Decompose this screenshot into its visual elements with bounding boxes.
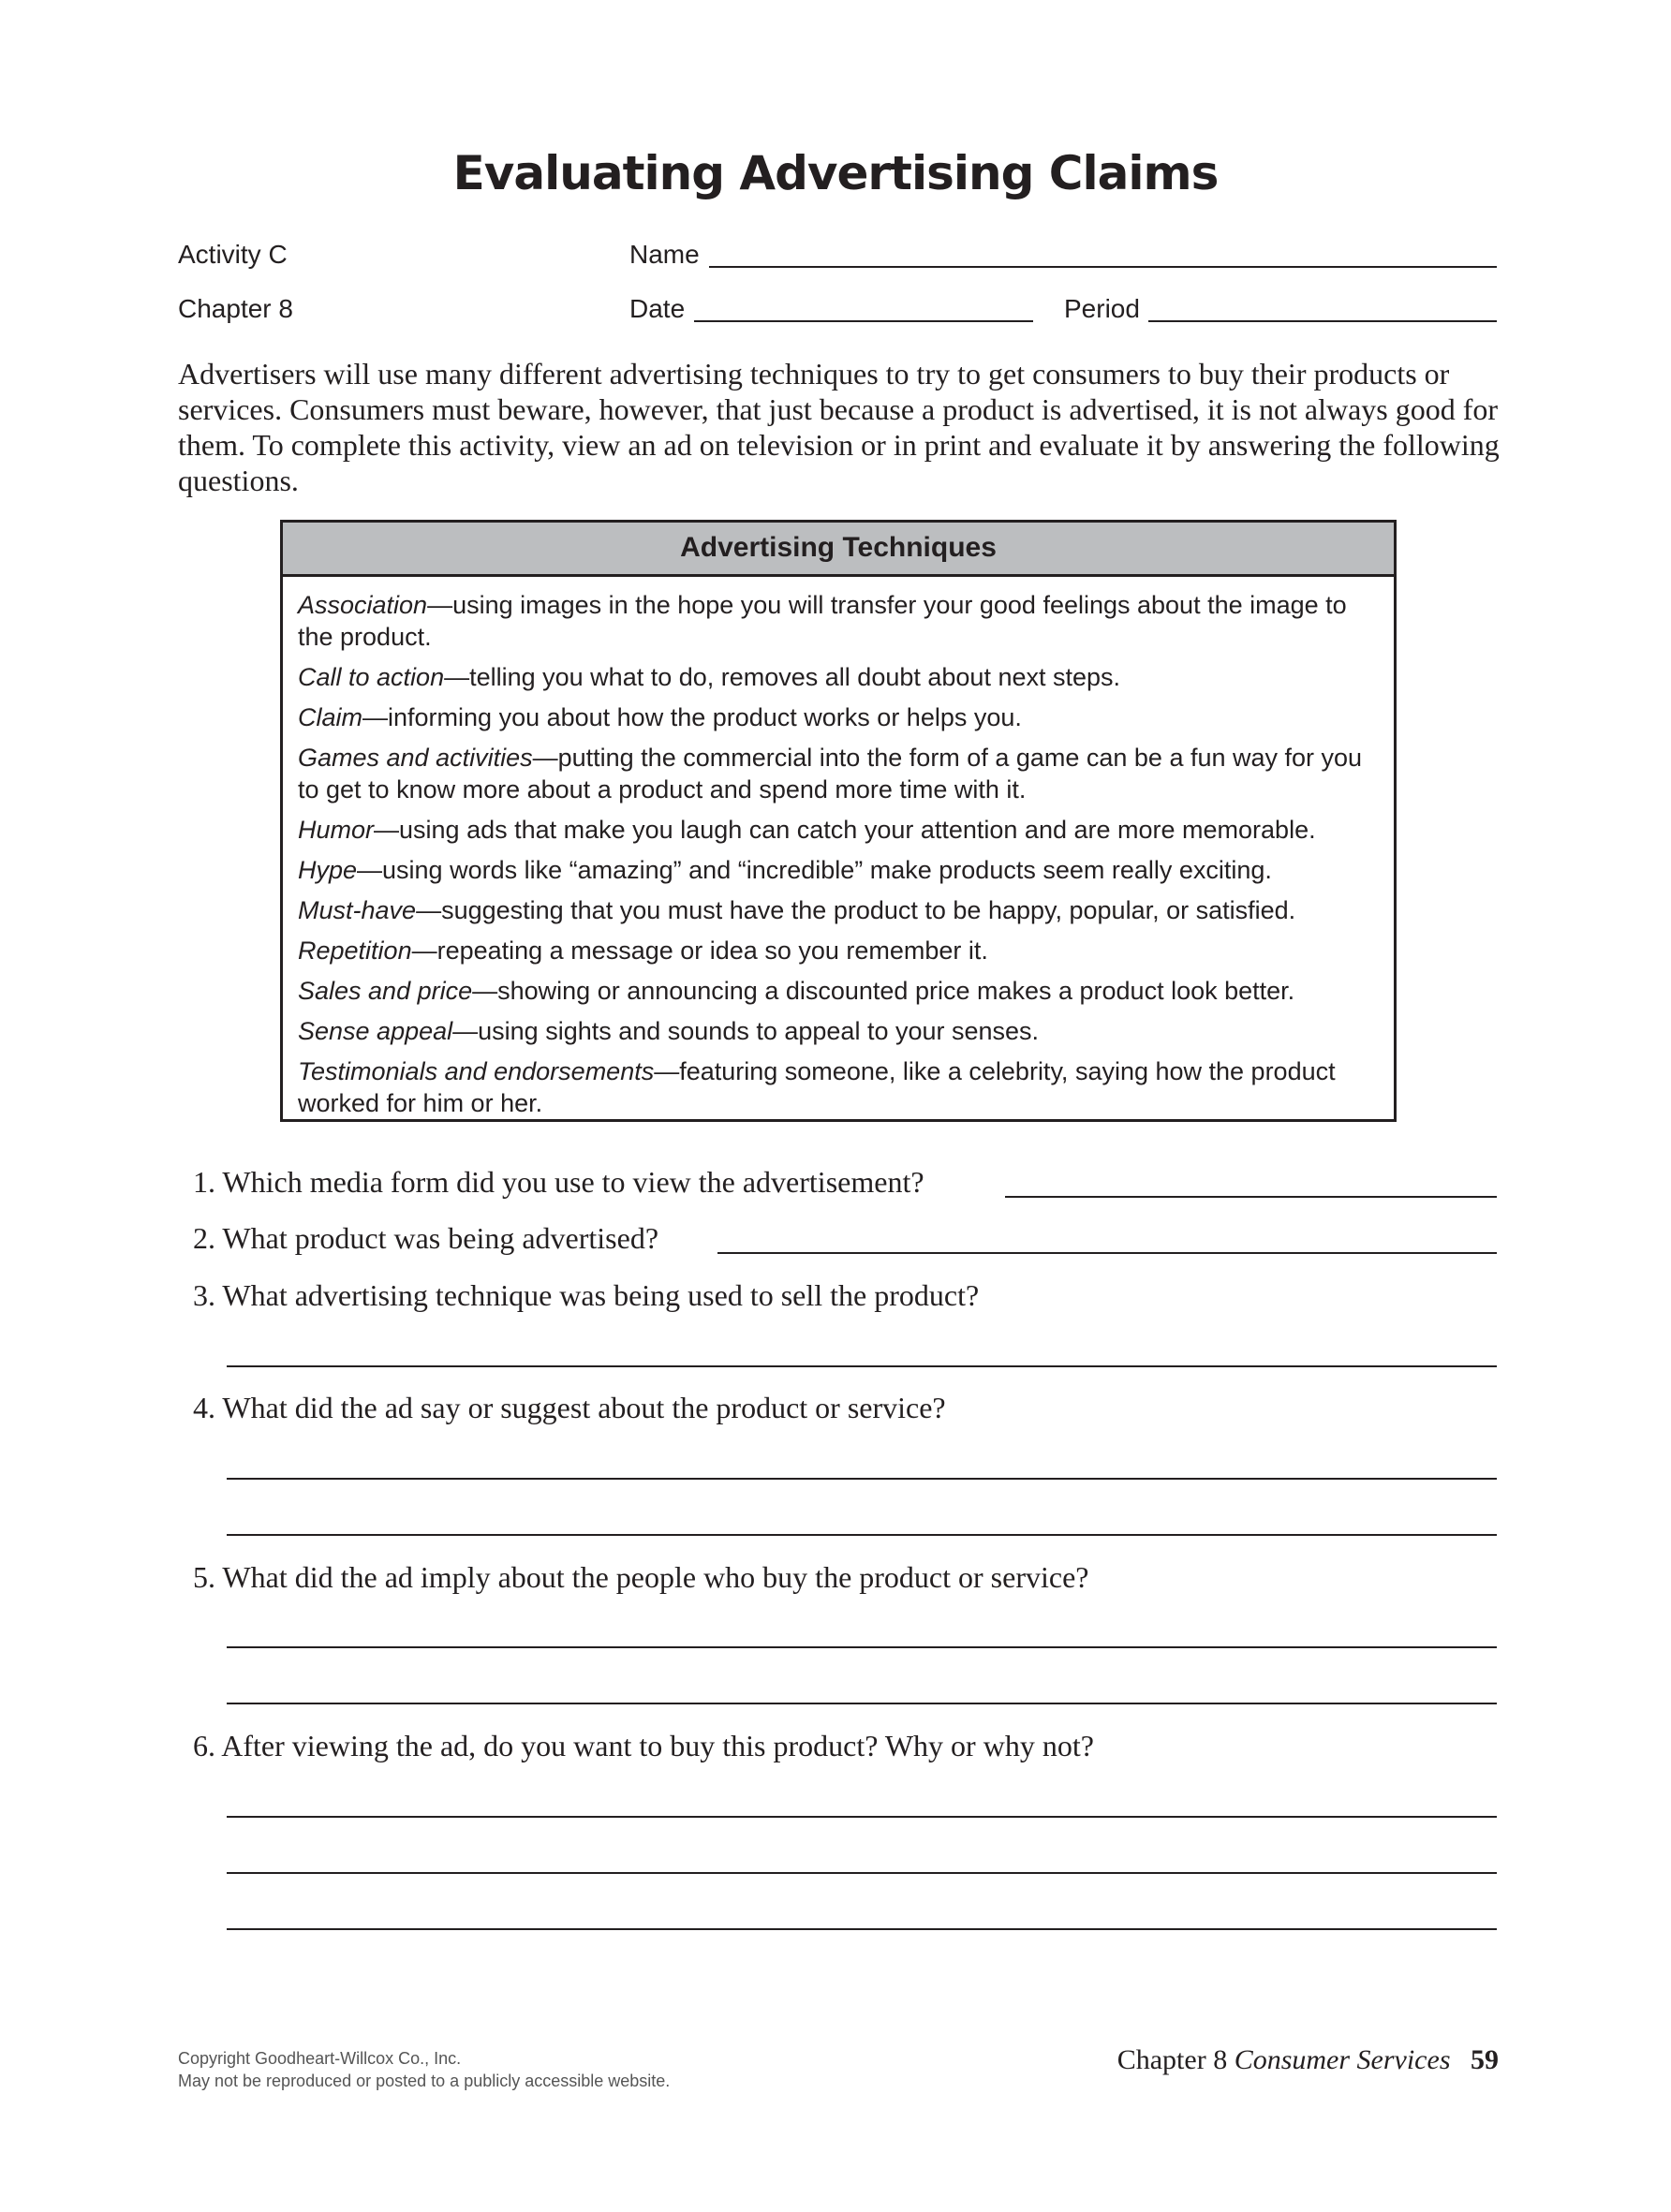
technique-desc: —using words like “amazing” and “incredible” make products seem really exciting. — [357, 856, 1272, 884]
technique-desc: —putting the commercial into the form of a game can be a fun way for you to get to know more about a product and spend more time with it. — [298, 744, 1363, 804]
technique-desc: —featuring someone, like a celebrity, saying how the product worked for him or her. — [298, 1057, 1336, 1117]
answer-line-6a[interactable] — [227, 1816, 1497, 1818]
footer-section: Consumer Services — [1234, 2044, 1451, 2075]
technique-item — [298, 1055, 1379, 1119]
answer-line-6b[interactable] — [227, 1872, 1497, 1874]
technique-item — [298, 1015, 1379, 1047]
copyright-notice — [178, 2047, 670, 2092]
techniques-heading: Advertising Techniques — [283, 523, 1394, 577]
footer-chapter: Chapter 8 — [1116, 2044, 1228, 2075]
technique-item — [298, 701, 1379, 733]
answer-line-1[interactable] — [1005, 1196, 1497, 1198]
period-field-line[interactable] — [1148, 320, 1497, 322]
techniques-list — [283, 577, 1394, 1119]
name-label: Name — [629, 240, 700, 269]
answer-line-6c[interactable] — [227, 1928, 1497, 1930]
technique-term: Claim — [298, 703, 363, 731]
technique-desc: —telling you what to do, removes all doubt about next steps. — [444, 663, 1121, 691]
answer-line-3[interactable] — [227, 1365, 1497, 1367]
question-5: 5. What did the ad imply about the people who buy the product or service? — [193, 1560, 1089, 1594]
technique-item — [298, 935, 1379, 966]
technique-item — [298, 742, 1379, 805]
answer-line-4a[interactable] — [227, 1478, 1497, 1480]
period-label: Period — [1064, 294, 1140, 323]
technique-term: Humor — [298, 816, 375, 844]
date-label: Date — [629, 294, 686, 323]
question-4: 4. What did the ad say or suggest about the product or service? — [193, 1391, 946, 1424]
page-footer — [1117, 2044, 1499, 2076]
technique-term: Games and activities — [298, 744, 533, 772]
answer-line-2[interactable] — [717, 1252, 1497, 1254]
question-6: 6. After viewing the ad, do you want to buy this product? Why or why not? — [193, 1729, 1094, 1762]
technique-term: Association — [298, 591, 428, 619]
activity-label: Activity C — [178, 240, 288, 269]
technique-term: Call to action — [298, 663, 445, 691]
technique-term: Sales and price — [298, 977, 473, 1005]
technique-desc: —using sights and sounds to appeal to your senses. — [452, 1017, 1040, 1045]
question-1: 1. Which media form did you use to view the advertisement? — [193, 1165, 924, 1199]
question-3: 3. What advertising technique was being used to sell the product? — [193, 1278, 980, 1312]
answer-line-5b[interactable] — [227, 1703, 1497, 1704]
technique-term: Must-have — [298, 896, 417, 924]
technique-desc: —repeating a message or idea so you remember it. — [411, 936, 988, 965]
name-field-line[interactable] — [709, 266, 1497, 268]
copyright-line-2: May not be reproduced or posted to a publicly accessible website. — [178, 2072, 671, 2090]
techniques-box — [280, 520, 1397, 1122]
technique-desc: —informing you about how the product works or helps you. — [362, 703, 1022, 731]
chapter-label: Chapter 8 — [178, 294, 293, 323]
technique-term: Hype — [298, 856, 358, 884]
technique-item — [298, 975, 1379, 1007]
copyright-line-1: Copyright Goodheart-Willcox Co., Inc. — [178, 2049, 462, 2068]
technique-desc: —using ads that make you laugh can catch your attention and are more memorable. — [374, 816, 1316, 844]
technique-term: Sense appeal — [298, 1017, 453, 1045]
technique-desc: —suggesting that you must have the product to be happy, popular, or satisfied. — [416, 896, 1296, 924]
question-2: 2. What product was being advertised? — [193, 1221, 659, 1255]
technique-item — [298, 661, 1379, 693]
page-title: Evaluating Advertising Claims — [452, 146, 1219, 200]
technique-item — [298, 589, 1379, 653]
technique-item — [298, 814, 1379, 846]
technique-desc: —showing or announcing a discounted price makes a product look better. — [472, 977, 1295, 1005]
page-number: 59 — [1471, 2044, 1499, 2075]
technique-term: Testimonials and endorsements — [298, 1057, 655, 1085]
technique-item — [298, 894, 1379, 926]
technique-desc: —using images in the hope you will transfer your good feelings about the image to the product. — [298, 591, 1347, 651]
technique-term: Repetition — [298, 936, 412, 965]
intro-paragraph: Advertisers will use many different advertising techniques to try to get consumers to buy their products or services. Consumers must beware, however, that just because a product is advertised, it is not always good for them. To complete this activity, view an ad on television or in print and evaluate it by answering the following questions. — [178, 357, 1500, 497]
date-field-line[interactable] — [694, 320, 1033, 322]
technique-item — [298, 854, 1379, 886]
answer-line-5a[interactable] — [227, 1646, 1497, 1648]
answer-line-4b[interactable] — [227, 1534, 1497, 1536]
